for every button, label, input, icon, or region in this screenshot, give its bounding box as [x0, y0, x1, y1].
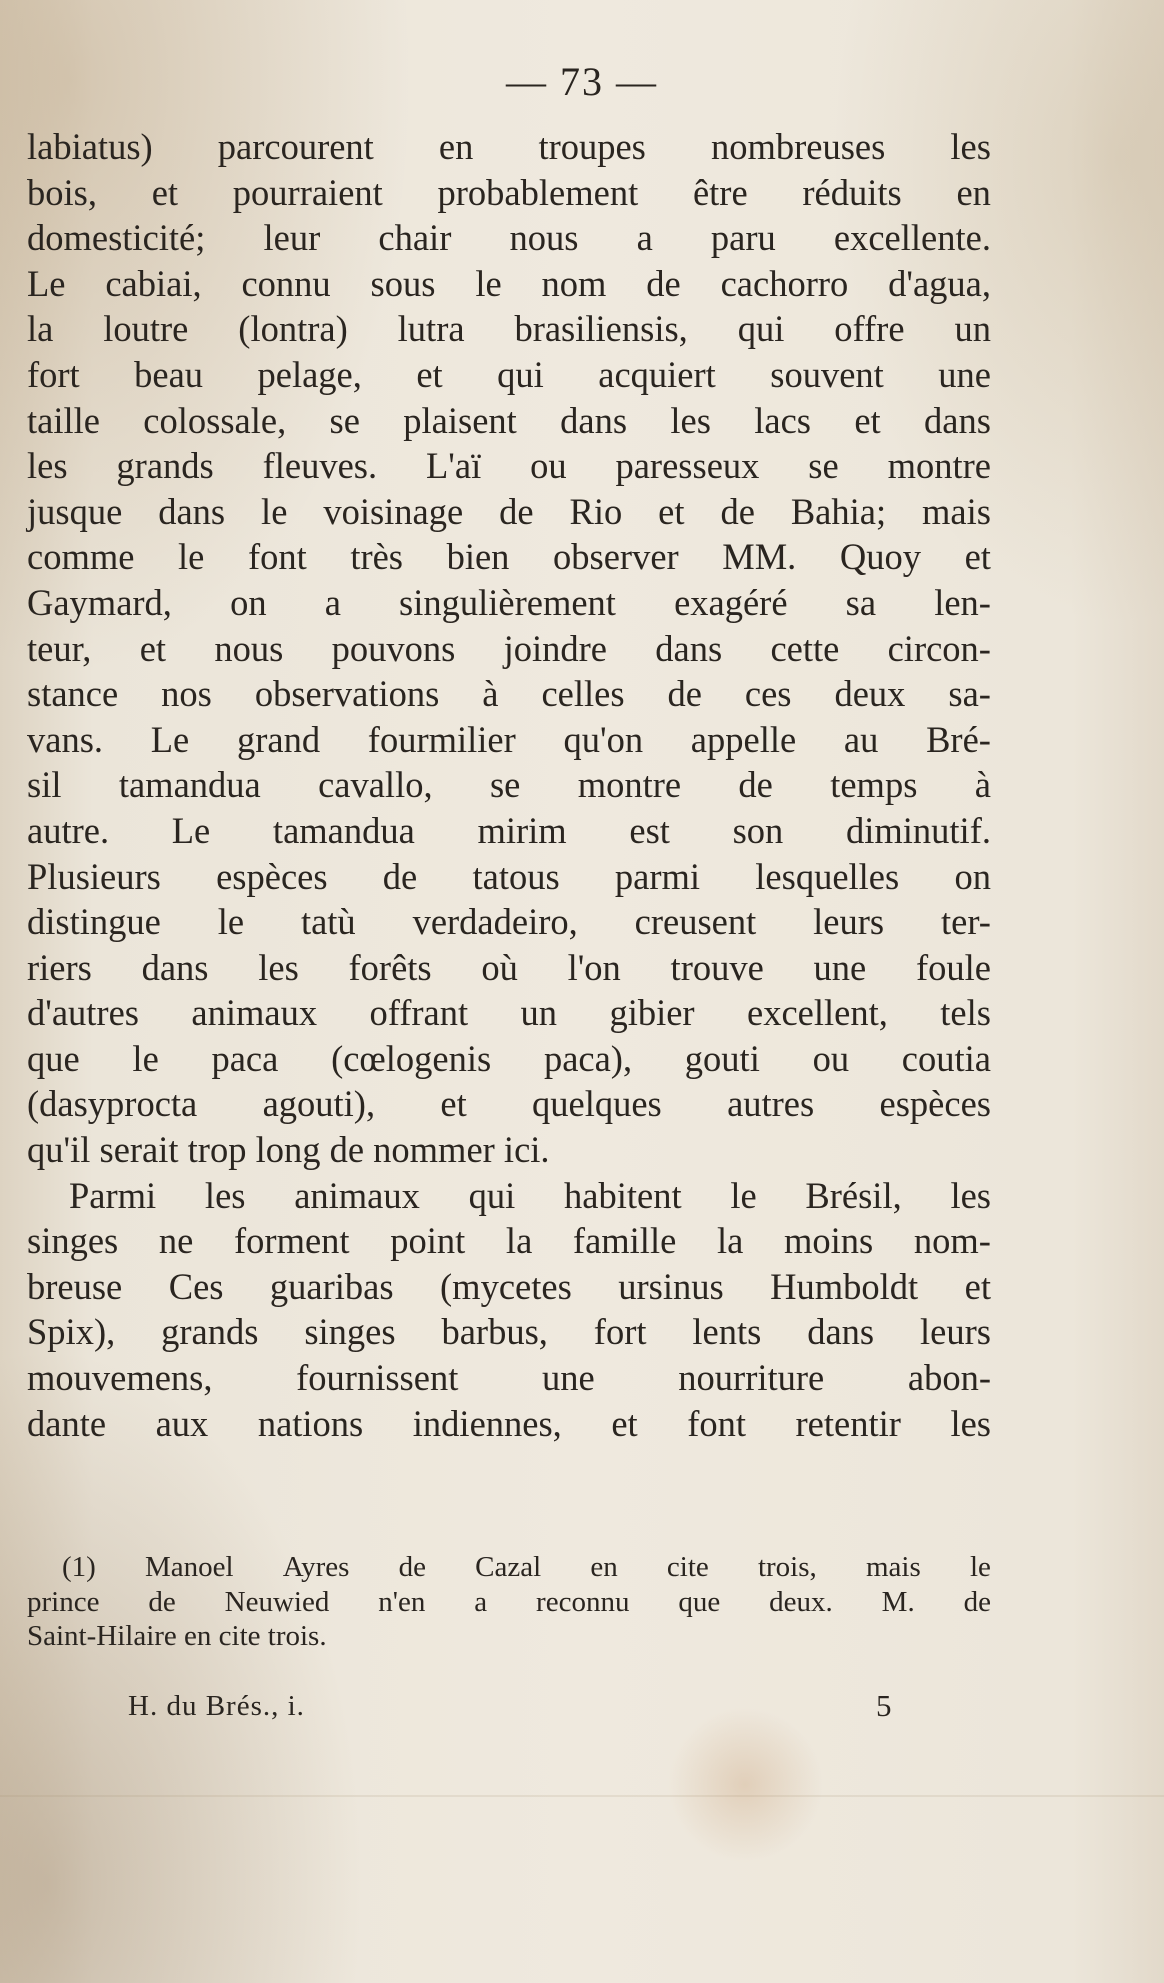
body-text	[27, 124, 991, 1446]
text-line: labiatus) parcourent en troupes nombreuses les	[27, 126, 991, 167]
text-line: teur, et nous pouvons joindre dans cette circon-	[27, 627, 991, 669]
text-line: mouvemens, fournissent une nourriture abon-	[27, 1357, 991, 1399]
text-line: singes ne forment point la famille la moins nom-	[27, 1220, 991, 1262]
text-line: Plusieurs espèces de tatous parmi lesquelles on	[27, 855, 991, 897]
text-line: d'autres animaux offrant un gibier excellent, tels	[27, 992, 991, 1034]
text-line: Gaymard, on a singulièrement exagéré sa len-	[27, 581, 991, 623]
text-line: domesticité; leur chair nous a paru excellente.	[27, 217, 991, 259]
text-line: dante aux nations indiennes, et font retentir les	[27, 1402, 991, 1444]
text-line: que le paca (cœlogenis paca), gouti ou coutia	[27, 1037, 991, 1079]
text-line: stance nos observations à celles de ces deux sa-	[27, 673, 991, 715]
text-line: jusque dans le voisinage de Rio et de Bahia; mais	[27, 490, 991, 532]
text-line: fort beau pelage, et qui acquiert souvent une	[27, 353, 991, 395]
text-line: taille colossale, se plaisent dans les lacs et dans	[27, 399, 991, 441]
text-line: riers dans les forêts où l'on trouve une foule	[27, 946, 991, 988]
text-line: la loutre (lontra) lutra brasiliensis, qui offre un	[27, 308, 991, 350]
text-line: distingue le tatù verdadeiro, creusent leurs ter-	[27, 901, 991, 943]
text-line: sil tamandua cavallo, se montre de temps à	[27, 764, 991, 806]
text-line: Le cabiai, connu sous le nom de cachorro d'agua,	[27, 262, 991, 304]
footnote-line: Saint-Hilaire en cite trois.	[27, 1620, 327, 1652]
text-line: Spix), grands singes barbus, fort lents dans leurs	[27, 1311, 991, 1353]
text-line: vans. Le grand fourmilier qu'on appelle au Bré-	[27, 718, 991, 760]
footnote-line: (1) Manoel Ayres de Cazal en cite trois, mais le	[62, 1551, 991, 1583]
page-number: — 73 —	[506, 59, 658, 104]
paper-crease	[0, 1795, 1164, 1797]
text-line: comme le font très bien observer MM. Quoy et	[27, 536, 991, 578]
text-line: (dasyprocta agouti), et quelques autres espèces	[27, 1083, 991, 1125]
text-line: bois, et pourraient probablement être réduits en	[27, 171, 991, 213]
signature-mark: H. du Brés., i.	[128, 1690, 305, 1722]
text-line: qu'il serait trop long de nommer ici.	[27, 1129, 550, 1171]
text-line: autre. Le tamandua mirim est son diminutif.	[27, 809, 991, 851]
text-line: les grands fleuves. L'aï ou paresseux se montre	[27, 445, 991, 487]
text-line: breuse Ces guaribas (mycetes ursinus Humboldt et	[27, 1265, 991, 1307]
text-line: Parmi les animaux qui habitent le Brésil, les	[69, 1174, 991, 1216]
footnotes	[27, 1550, 991, 1654]
signature-number: 5	[876, 1688, 892, 1723]
footnote-line: prince de Neuwied n'en a reconnu que deux. M. de	[27, 1585, 991, 1618]
